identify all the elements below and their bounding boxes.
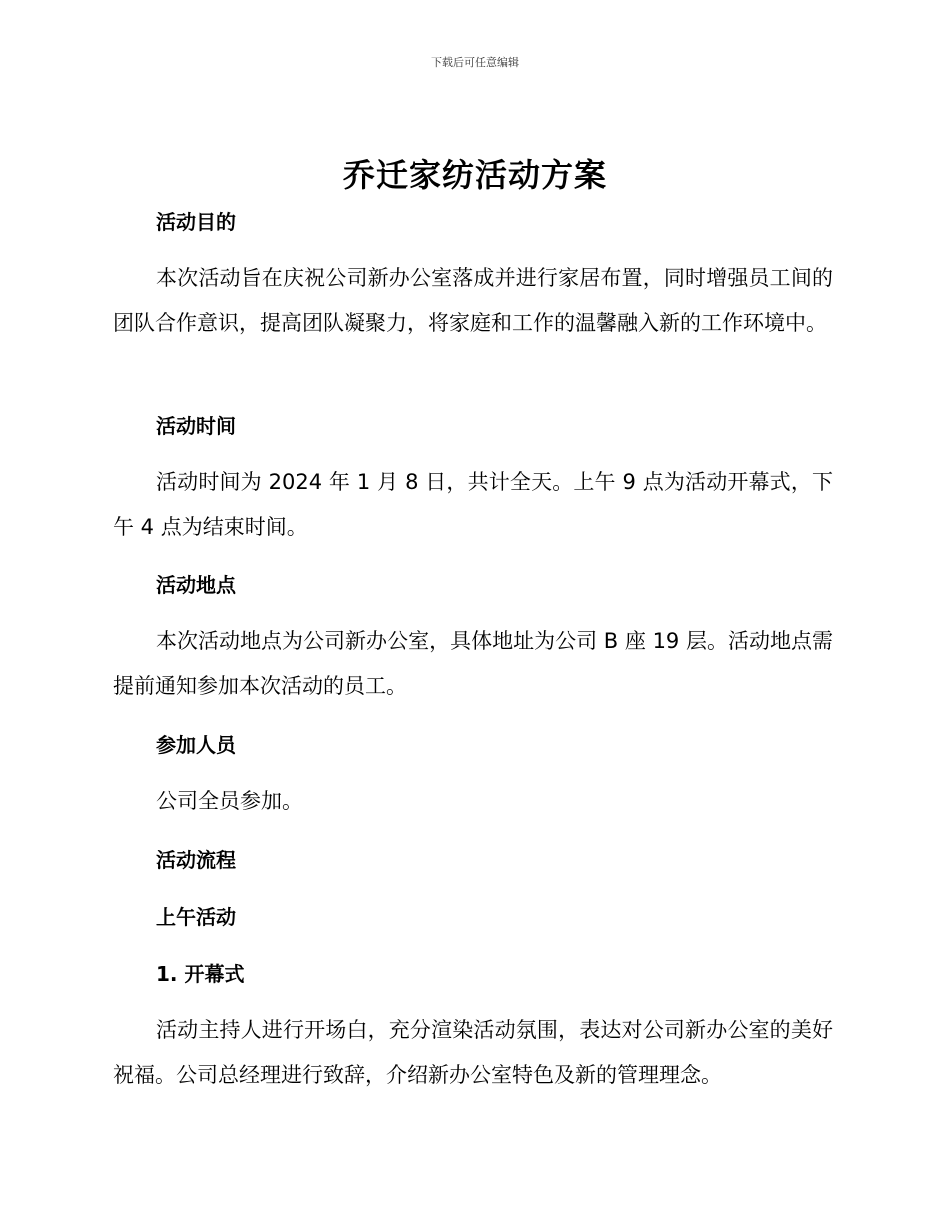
section-body-location: 本次活动地点为公司新办公室，具体地址为公司 B 座 19 层。活动地点需提前通知参加本次活动的员工。 [113, 629, 833, 698]
section-body-time: 活动时间为 2024 年 1 月 8 日，共计全天。上午 9 点为活动开幕式，下午 4 点为结束时间。 [113, 470, 833, 539]
header-note: 下载后可任意编辑 [431, 56, 519, 69]
section-heading-morning: 上午活动 [156, 905, 236, 929]
document-title: 乔迁家纺活动方案 [342, 156, 607, 194]
section-heading-purpose: 活动目的 [156, 210, 236, 234]
section-heading-time: 活动时间 [156, 414, 236, 438]
section-heading-opening: 1. 开幕式 [156, 962, 245, 986]
section-body-purpose: 本次活动旨在庆祝公司新办公室落成并进行家居布置，同时增强员工间的团队合作意识，提高团队凝聚力，将家庭和工作的温馨融入新的工作环境中。 [113, 266, 833, 335]
section-heading-process: 活动流程 [156, 848, 236, 872]
section-heading-participants: 参加人员 [156, 733, 236, 757]
section-heading-location: 活动地点 [156, 573, 236, 597]
section-body-participants: 公司全员参加。 [156, 789, 303, 813]
section-body-opening: 活动主持人进行开场白，充分渲染活动氛围，表达对公司新办公室的美好祝福。公司总经理进行致辞，介绍新办公室特色及新的管理理念。 [113, 1018, 833, 1087]
